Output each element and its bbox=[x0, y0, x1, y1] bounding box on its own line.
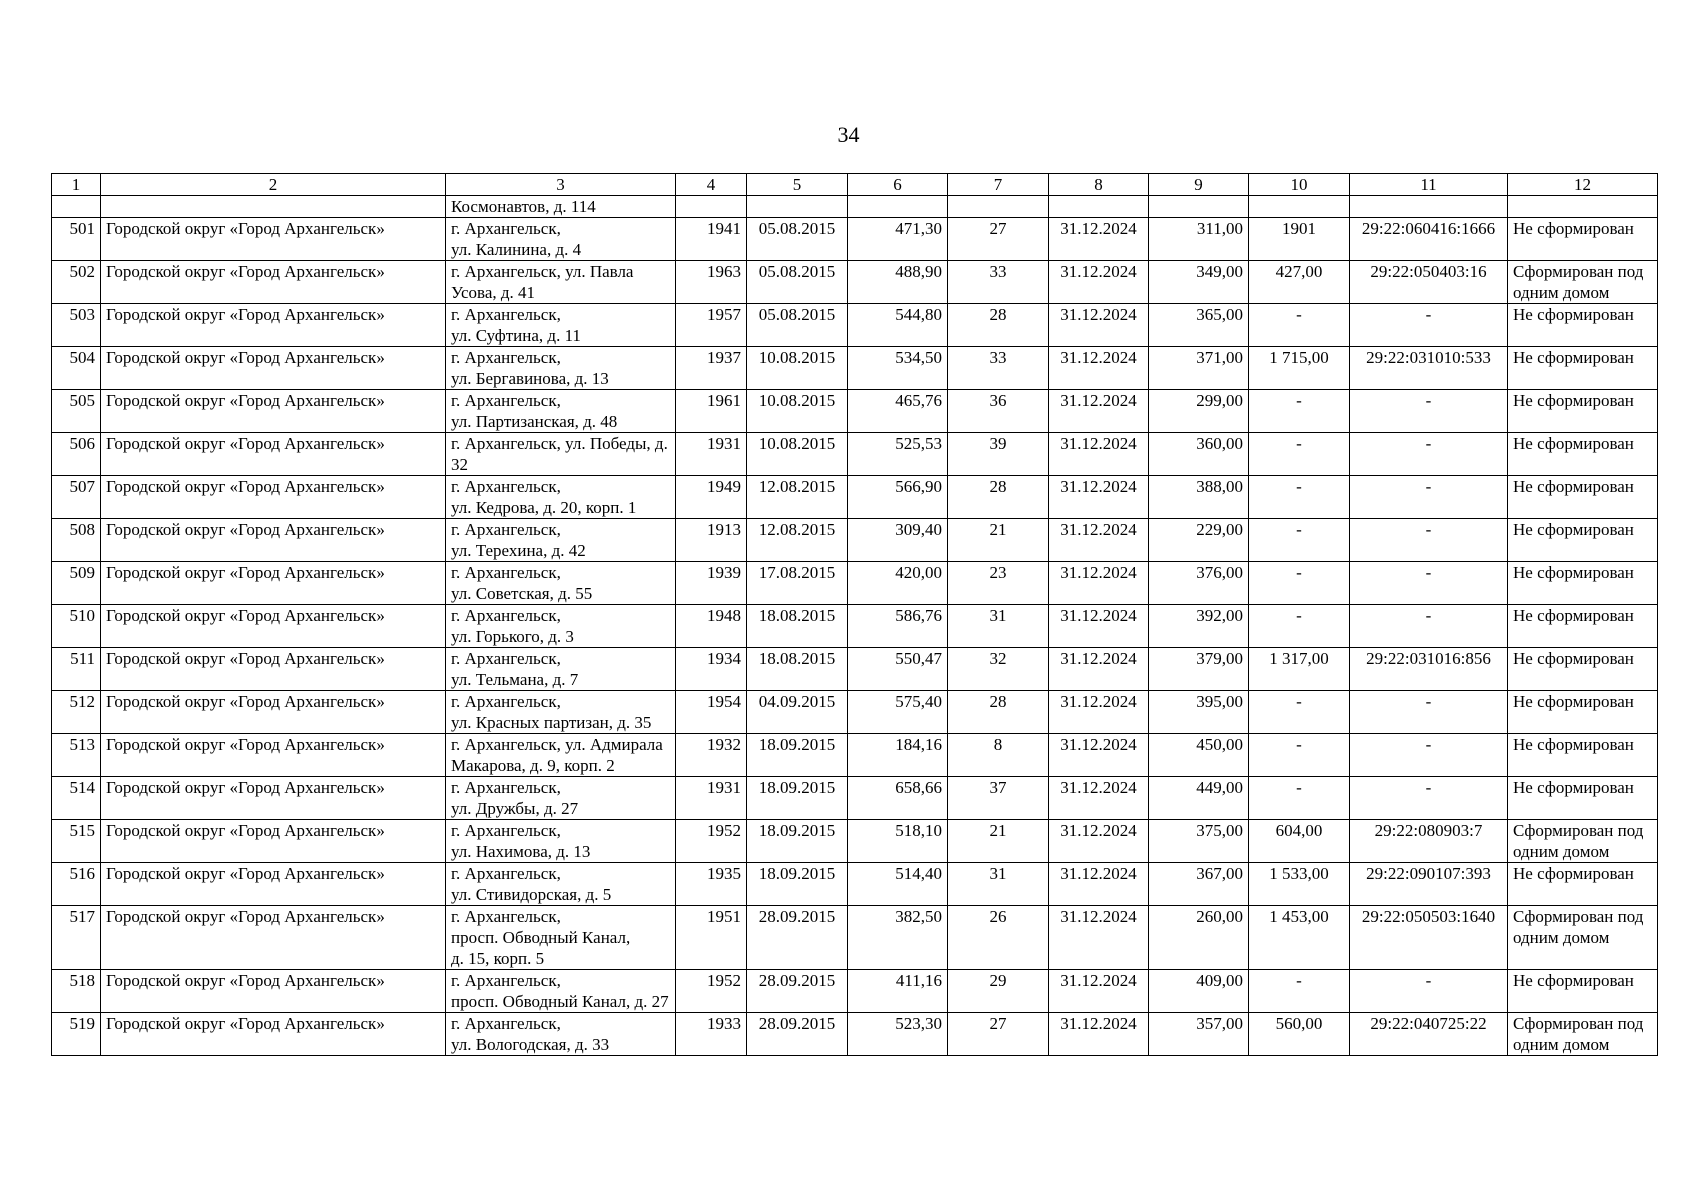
cell-area: 465,76 bbox=[848, 390, 948, 433]
cell-land-area: 1 715,00 bbox=[1249, 347, 1350, 390]
cell-residents: 23 bbox=[948, 562, 1049, 605]
cell-residents: 33 bbox=[948, 347, 1049, 390]
cell-year-built: 1951 bbox=[676, 906, 747, 970]
cell-residents: 21 bbox=[948, 519, 1049, 562]
cell-recognition-date: 04.09.2015 bbox=[747, 691, 848, 734]
cell-living-area: 349,00 bbox=[1149, 261, 1249, 304]
cell-area: 514,40 bbox=[848, 863, 948, 906]
column-header: 9 bbox=[1149, 174, 1249, 196]
cell-address: г. Архангельск, ул. Адмирала Макарова, д. 9, корп. 2 bbox=[446, 734, 676, 777]
cell-residents: 31 bbox=[948, 605, 1049, 648]
cell-cadastral-number: - bbox=[1350, 970, 1508, 1013]
cell-municipality: Городской округ «Город Архангельск» bbox=[101, 304, 446, 347]
cell-cadastral-number: - bbox=[1350, 519, 1508, 562]
cell-row-number: 513 bbox=[52, 734, 101, 777]
cell-year-built: 1952 bbox=[676, 820, 747, 863]
cell-address: г. Архангельск, ул. Терехина, д. 42 bbox=[446, 519, 676, 562]
cell-municipality: Городской округ «Город Архангельск» bbox=[101, 347, 446, 390]
cell-recognition-date: 05.08.2015 bbox=[747, 218, 848, 261]
cell-year-built: 1933 bbox=[676, 1013, 747, 1056]
cell-residents: 27 bbox=[948, 1013, 1049, 1056]
cell-year-built: 1934 bbox=[676, 648, 747, 691]
cell-planned-date: 31.12.2024 bbox=[1049, 261, 1149, 304]
cell-cadastral-number: - bbox=[1350, 562, 1508, 605]
cell-living-area: 409,00 bbox=[1149, 970, 1249, 1013]
table-row bbox=[52, 906, 1658, 970]
cell-municipality: Городской округ «Город Архангельск» bbox=[101, 970, 446, 1013]
cell-row-number: 512 bbox=[52, 691, 101, 734]
cell-living-area: 449,00 bbox=[1149, 777, 1249, 820]
cell-residents: 32 bbox=[948, 648, 1049, 691]
cell-residents bbox=[948, 196, 1049, 218]
cell-cadastral-number: - bbox=[1350, 476, 1508, 519]
cell-planned-date: 31.12.2024 bbox=[1049, 970, 1149, 1013]
cell-municipality: Городской округ «Город Архангельск» bbox=[101, 777, 446, 820]
cell-planned-date bbox=[1049, 196, 1149, 218]
table-row bbox=[52, 433, 1658, 476]
cell-land-status: Не сформирован bbox=[1508, 691, 1658, 734]
cell-living-area: 450,00 bbox=[1149, 734, 1249, 777]
cell-planned-date: 31.12.2024 bbox=[1049, 906, 1149, 970]
cell-planned-date: 31.12.2024 bbox=[1049, 390, 1149, 433]
cell-area: 523,30 bbox=[848, 1013, 948, 1056]
cell-planned-date: 31.12.2024 bbox=[1049, 304, 1149, 347]
cell-area: 184,16 bbox=[848, 734, 948, 777]
cell-residents: 28 bbox=[948, 691, 1049, 734]
cell-municipality: Городской округ «Город Архангельск» bbox=[101, 390, 446, 433]
cell-address: г. Архангельск, ул. Партизанская, д. 48 bbox=[446, 390, 676, 433]
cell-area: 518,10 bbox=[848, 820, 948, 863]
cell-land-status: Сформирован под одним домом bbox=[1508, 1013, 1658, 1056]
cell-row-number: 516 bbox=[52, 863, 101, 906]
cell-living-area: 367,00 bbox=[1149, 863, 1249, 906]
cell-planned-date: 31.12.2024 bbox=[1049, 777, 1149, 820]
column-header: 10 bbox=[1249, 174, 1350, 196]
cell-land-status: Не сформирован bbox=[1508, 519, 1658, 562]
cell-living-area: 379,00 bbox=[1149, 648, 1249, 691]
cell-land-area: - bbox=[1249, 433, 1350, 476]
cell-land-area: 1 533,00 bbox=[1249, 863, 1350, 906]
cell-land-area: - bbox=[1249, 734, 1350, 777]
table-row bbox=[52, 1013, 1658, 1056]
table-row bbox=[52, 777, 1658, 820]
cell-row-number: 501 bbox=[52, 218, 101, 261]
cell-cadastral-number: - bbox=[1350, 433, 1508, 476]
cell-land-area: - bbox=[1249, 562, 1350, 605]
cell-recognition-date: 10.08.2015 bbox=[747, 433, 848, 476]
cell-land-area: - bbox=[1249, 777, 1350, 820]
cell-recognition-date: 28.09.2015 bbox=[747, 1013, 848, 1056]
cell-row-number: 514 bbox=[52, 777, 101, 820]
table-row bbox=[52, 476, 1658, 519]
cell-residents: 29 bbox=[948, 970, 1049, 1013]
cell-area: 488,90 bbox=[848, 261, 948, 304]
table-row bbox=[52, 648, 1658, 691]
cell-living-area: 392,00 bbox=[1149, 605, 1249, 648]
cell-year-built: 1957 bbox=[676, 304, 747, 347]
cell-year-built: 1952 bbox=[676, 970, 747, 1013]
cell-recognition-date bbox=[747, 196, 848, 218]
cell-planned-date: 31.12.2024 bbox=[1049, 476, 1149, 519]
cell-residents: 37 bbox=[948, 777, 1049, 820]
cell-year-built: 1948 bbox=[676, 605, 747, 648]
header-row bbox=[52, 174, 1658, 196]
table-row bbox=[52, 863, 1658, 906]
cell-recognition-date: 17.08.2015 bbox=[747, 562, 848, 605]
cell-planned-date: 31.12.2024 bbox=[1049, 820, 1149, 863]
cell-address: г. Архангельск, ул. Советская, д. 55 bbox=[446, 562, 676, 605]
cell-land-area: 560,00 bbox=[1249, 1013, 1350, 1056]
cell-land-area: - bbox=[1249, 390, 1350, 433]
cell-recognition-date: 18.08.2015 bbox=[747, 605, 848, 648]
cell-row-number bbox=[52, 196, 101, 218]
cell-recognition-date: 28.09.2015 bbox=[747, 906, 848, 970]
cell-year-built: 1939 bbox=[676, 562, 747, 605]
table-row bbox=[52, 347, 1658, 390]
cell-address: г. Архангельск, ул. Победы, д. 32 bbox=[446, 433, 676, 476]
cell-living-area: 360,00 bbox=[1149, 433, 1249, 476]
cell-land-area: - bbox=[1249, 519, 1350, 562]
cell-address: г. Архангельск, ул. Тельмана, д. 7 bbox=[446, 648, 676, 691]
table-row bbox=[52, 390, 1658, 433]
page-number: 34 bbox=[837, 122, 860, 147]
cell-cadastral-number: - bbox=[1350, 390, 1508, 433]
table-header bbox=[52, 174, 1658, 196]
cell-year-built: 1941 bbox=[676, 218, 747, 261]
column-header: 6 bbox=[848, 174, 948, 196]
cell-living-area: 357,00 bbox=[1149, 1013, 1249, 1056]
table-row bbox=[52, 304, 1658, 347]
cell-planned-date: 31.12.2024 bbox=[1049, 734, 1149, 777]
cell-row-number: 509 bbox=[52, 562, 101, 605]
cell-area: 658,66 bbox=[848, 777, 948, 820]
cell-cadastral-number: 29:22:040725:22 bbox=[1350, 1013, 1508, 1056]
cell-cadastral-number: - bbox=[1350, 605, 1508, 648]
cell-land-status: Не сформирован bbox=[1508, 433, 1658, 476]
cell-cadastral-number: 29:22:031016:856 bbox=[1350, 648, 1508, 691]
cell-municipality: Городской округ «Город Архангельск» bbox=[101, 261, 446, 304]
cell-land-area: - bbox=[1249, 304, 1350, 347]
cell-row-number: 504 bbox=[52, 347, 101, 390]
table-row bbox=[52, 519, 1658, 562]
cell-address: г. Архангельск, ул. Павла Усова, д. 41 bbox=[446, 261, 676, 304]
cell-cadastral-number: - bbox=[1350, 304, 1508, 347]
cell-year-built: 1963 bbox=[676, 261, 747, 304]
cell-year-built: 1961 bbox=[676, 390, 747, 433]
cell-land-area: 1 453,00 bbox=[1249, 906, 1350, 970]
cell-area: 550,47 bbox=[848, 648, 948, 691]
cell-planned-date: 31.12.2024 bbox=[1049, 863, 1149, 906]
cell-address: г. Архангельск, ул. Стивидорская, д. 5 bbox=[446, 863, 676, 906]
cell-row-number: 503 bbox=[52, 304, 101, 347]
cell-living-area: 365,00 bbox=[1149, 304, 1249, 347]
cell-recognition-date: 28.09.2015 bbox=[747, 970, 848, 1013]
cell-row-number: 507 bbox=[52, 476, 101, 519]
cell-address: г. Архангельск, ул. Кедрова, д. 20, корп. 1 bbox=[446, 476, 676, 519]
cell-address: г. Архангельск, ул. Суфтина, д. 11 bbox=[446, 304, 676, 347]
table-row bbox=[52, 691, 1658, 734]
cell-municipality: Городской округ «Город Архангельск» bbox=[101, 863, 446, 906]
table-row bbox=[52, 970, 1658, 1013]
cell-planned-date: 31.12.2024 bbox=[1049, 218, 1149, 261]
cell-recognition-date: 12.08.2015 bbox=[747, 476, 848, 519]
cell-municipality: Городской округ «Город Архангельск» bbox=[101, 820, 446, 863]
cell-municipality: Городской округ «Город Архангельск» bbox=[101, 218, 446, 261]
cell-recognition-date: 18.08.2015 bbox=[747, 648, 848, 691]
table-row bbox=[52, 218, 1658, 261]
cell-cadastral-number: 29:22:050403:16 bbox=[1350, 261, 1508, 304]
table-row-continuation bbox=[52, 196, 1658, 218]
cell-living-area: 376,00 bbox=[1149, 562, 1249, 605]
column-header: 2 bbox=[101, 174, 446, 196]
cell-recognition-date: 10.08.2015 bbox=[747, 390, 848, 433]
column-header: 7 bbox=[948, 174, 1049, 196]
cell-area: 544,80 bbox=[848, 304, 948, 347]
cell-municipality: Городской округ «Город Архангельск» bbox=[101, 906, 446, 970]
cell-living-area: 260,00 bbox=[1149, 906, 1249, 970]
cell-area: 575,40 bbox=[848, 691, 948, 734]
cell-land-status: Не сформирован bbox=[1508, 734, 1658, 777]
cell-recognition-date: 18.09.2015 bbox=[747, 734, 848, 777]
cell-row-number: 510 bbox=[52, 605, 101, 648]
cell-land-area: 604,00 bbox=[1249, 820, 1350, 863]
cell-planned-date: 31.12.2024 bbox=[1049, 1013, 1149, 1056]
cell-living-area: 229,00 bbox=[1149, 519, 1249, 562]
housing-registry-table bbox=[51, 173, 1658, 1056]
cell-living-area: 299,00 bbox=[1149, 390, 1249, 433]
cell-area: 420,00 bbox=[848, 562, 948, 605]
cell-address: г. Архангельск, ул. Калинина, д. 4 bbox=[446, 218, 676, 261]
cell-municipality: Городской округ «Город Архангельск» bbox=[101, 691, 446, 734]
cell-year-built: 1932 bbox=[676, 734, 747, 777]
table-body bbox=[52, 196, 1658, 1056]
cell-area: 411,16 bbox=[848, 970, 948, 1013]
cell-area: 471,30 bbox=[848, 218, 948, 261]
cell-land-area: 427,00 bbox=[1249, 261, 1350, 304]
cell-address: г. Архангельск, ул. Бергавинова, д. 13 bbox=[446, 347, 676, 390]
cell-residents: 26 bbox=[948, 906, 1049, 970]
cell-land-area: - bbox=[1249, 476, 1350, 519]
cell-area: 566,90 bbox=[848, 476, 948, 519]
cell-land-status: Не сформирован bbox=[1508, 390, 1658, 433]
table-row bbox=[52, 820, 1658, 863]
cell-municipality: Городской округ «Город Архангельск» bbox=[101, 476, 446, 519]
cell-land-status: Не сформирован bbox=[1508, 562, 1658, 605]
cell-planned-date: 31.12.2024 bbox=[1049, 519, 1149, 562]
cell-address: г. Архангельск, просп. Обводный Канал, д. 27 bbox=[446, 970, 676, 1013]
cell-cadastral-number: 29:22:080903:7 bbox=[1350, 820, 1508, 863]
cell-planned-date: 31.12.2024 bbox=[1049, 691, 1149, 734]
cell-living-area: 395,00 bbox=[1149, 691, 1249, 734]
cell-living-area: 371,00 bbox=[1149, 347, 1249, 390]
cell-year-built: 1949 bbox=[676, 476, 747, 519]
cell-planned-date: 31.12.2024 bbox=[1049, 433, 1149, 476]
cell-residents: 36 bbox=[948, 390, 1049, 433]
cell-recognition-date: 12.08.2015 bbox=[747, 519, 848, 562]
cell-row-number: 515 bbox=[52, 820, 101, 863]
cell-year-built: 1954 bbox=[676, 691, 747, 734]
table-row bbox=[52, 261, 1658, 304]
cell-land-status: Не сформирован bbox=[1508, 347, 1658, 390]
cell-residents: 28 bbox=[948, 476, 1049, 519]
cell-residents: 28 bbox=[948, 304, 1049, 347]
cell-area: 525,53 bbox=[848, 433, 948, 476]
cell-address: г. Архангельск, ул. Вологодская, д. 33 bbox=[446, 1013, 676, 1056]
cell-land-area bbox=[1249, 196, 1350, 218]
cell-land-area: 1 317,00 bbox=[1249, 648, 1350, 691]
cell-area: 534,50 bbox=[848, 347, 948, 390]
cell-cadastral-number bbox=[1350, 196, 1508, 218]
cell-residents: 27 bbox=[948, 218, 1049, 261]
cell-year-built: 1935 bbox=[676, 863, 747, 906]
cell-year-built: 1931 bbox=[676, 433, 747, 476]
cell-cadastral-number: - bbox=[1350, 691, 1508, 734]
cell-residents: 33 bbox=[948, 261, 1049, 304]
cell-recognition-date: 18.09.2015 bbox=[747, 820, 848, 863]
cell-land-status: Не сформирован bbox=[1508, 970, 1658, 1013]
cell-living-area: 375,00 bbox=[1149, 820, 1249, 863]
cell-residents: 8 bbox=[948, 734, 1049, 777]
cell-residents: 21 bbox=[948, 820, 1049, 863]
cell-municipality: Городской округ «Город Архангельск» bbox=[101, 1013, 446, 1056]
cell-cadastral-number: 29:22:050503:1640 bbox=[1350, 906, 1508, 970]
cell-land-status: Не сформирован bbox=[1508, 648, 1658, 691]
cell-living-area: 311,00 bbox=[1149, 218, 1249, 261]
cell-area: 309,40 bbox=[848, 519, 948, 562]
cell-address: г. Архангельск, ул. Дружбы, д. 27 bbox=[446, 777, 676, 820]
cell-land-area: - bbox=[1249, 605, 1350, 648]
table-row bbox=[52, 605, 1658, 648]
cell-row-number: 506 bbox=[52, 433, 101, 476]
cell-address: Космонавтов, д. 114 bbox=[446, 196, 676, 218]
cell-living-area: 388,00 bbox=[1149, 476, 1249, 519]
cell-year-built bbox=[676, 196, 747, 218]
cell-cadastral-number: - bbox=[1350, 777, 1508, 820]
cell-area bbox=[848, 196, 948, 218]
cell-municipality: Городской округ «Город Архангельск» bbox=[101, 433, 446, 476]
cell-municipality: Городской округ «Город Архангельск» bbox=[101, 648, 446, 691]
cell-land-status bbox=[1508, 196, 1658, 218]
column-header: 8 bbox=[1049, 174, 1149, 196]
cell-row-number: 502 bbox=[52, 261, 101, 304]
cell-row-number: 505 bbox=[52, 390, 101, 433]
column-header: 11 bbox=[1350, 174, 1508, 196]
cell-address: г. Архангельск, ул. Красных партизан, д. 35 bbox=[446, 691, 676, 734]
table-row bbox=[52, 562, 1658, 605]
cell-planned-date: 31.12.2024 bbox=[1049, 562, 1149, 605]
cell-living-area bbox=[1149, 196, 1249, 218]
cell-recognition-date: 18.09.2015 bbox=[747, 777, 848, 820]
cell-municipality: Городской округ «Город Архангельск» bbox=[101, 562, 446, 605]
column-header: 12 bbox=[1508, 174, 1658, 196]
column-header: 5 bbox=[747, 174, 848, 196]
cell-recognition-date: 05.08.2015 bbox=[747, 261, 848, 304]
cell-planned-date: 31.12.2024 bbox=[1049, 347, 1149, 390]
cell-land-status: Сформирован под одним домом bbox=[1508, 906, 1658, 970]
column-header: 1 bbox=[52, 174, 101, 196]
table-row bbox=[52, 734, 1658, 777]
cell-year-built: 1931 bbox=[676, 777, 747, 820]
cell-land-status: Не сформирован bbox=[1508, 777, 1658, 820]
cell-municipality: Городской округ «Город Архангельск» bbox=[101, 519, 446, 562]
cell-land-area: - bbox=[1249, 970, 1350, 1013]
cell-land-status: Не сформирован bbox=[1508, 304, 1658, 347]
cell-row-number: 508 bbox=[52, 519, 101, 562]
cell-recognition-date: 10.08.2015 bbox=[747, 347, 848, 390]
cell-land-status: Сформирован под одним домом bbox=[1508, 820, 1658, 863]
cell-land-status: Не сформирован bbox=[1508, 218, 1658, 261]
cell-row-number: 517 bbox=[52, 906, 101, 970]
cell-area: 586,76 bbox=[848, 605, 948, 648]
cell-planned-date: 31.12.2024 bbox=[1049, 605, 1149, 648]
cell-residents: 31 bbox=[948, 863, 1049, 906]
cell-row-number: 519 bbox=[52, 1013, 101, 1056]
cell-address: г. Архангельск, ул. Нахимова, д. 13 bbox=[446, 820, 676, 863]
cell-address: г. Архангельск, просп. Обводный Канал, д. 15, корп. 5 bbox=[446, 906, 676, 970]
cell-cadastral-number: 29:22:090107:393 bbox=[1350, 863, 1508, 906]
cell-land-area: 1901 bbox=[1249, 218, 1350, 261]
cell-municipality bbox=[101, 196, 446, 218]
cell-land-status: Не сформирован bbox=[1508, 863, 1658, 906]
cell-planned-date: 31.12.2024 bbox=[1049, 648, 1149, 691]
cell-address: г. Архангельск, ул. Горького, д. 3 bbox=[446, 605, 676, 648]
cell-year-built: 1913 bbox=[676, 519, 747, 562]
cell-year-built: 1937 bbox=[676, 347, 747, 390]
cell-row-number: 511 bbox=[52, 648, 101, 691]
cell-cadastral-number: - bbox=[1350, 734, 1508, 777]
column-header: 3 bbox=[446, 174, 676, 196]
cell-land-status: Не сформирован bbox=[1508, 605, 1658, 648]
cell-land-status: Не сформирован bbox=[1508, 476, 1658, 519]
cell-land-status: Сформирован под одним домом bbox=[1508, 261, 1658, 304]
column-header: 4 bbox=[676, 174, 747, 196]
cell-area: 382,50 bbox=[848, 906, 948, 970]
cell-municipality: Городской округ «Город Архангельск» bbox=[101, 734, 446, 777]
cell-residents: 39 bbox=[948, 433, 1049, 476]
cell-land-area: - bbox=[1249, 691, 1350, 734]
cell-recognition-date: 05.08.2015 bbox=[747, 304, 848, 347]
cell-cadastral-number: 29:22:031010:533 bbox=[1350, 347, 1508, 390]
cell-recognition-date: 18.09.2015 bbox=[747, 863, 848, 906]
cell-cadastral-number: 29:22:060416:1666 bbox=[1350, 218, 1508, 261]
cell-municipality: Городской округ «Город Архангельск» bbox=[101, 605, 446, 648]
cell-row-number: 518 bbox=[52, 970, 101, 1013]
